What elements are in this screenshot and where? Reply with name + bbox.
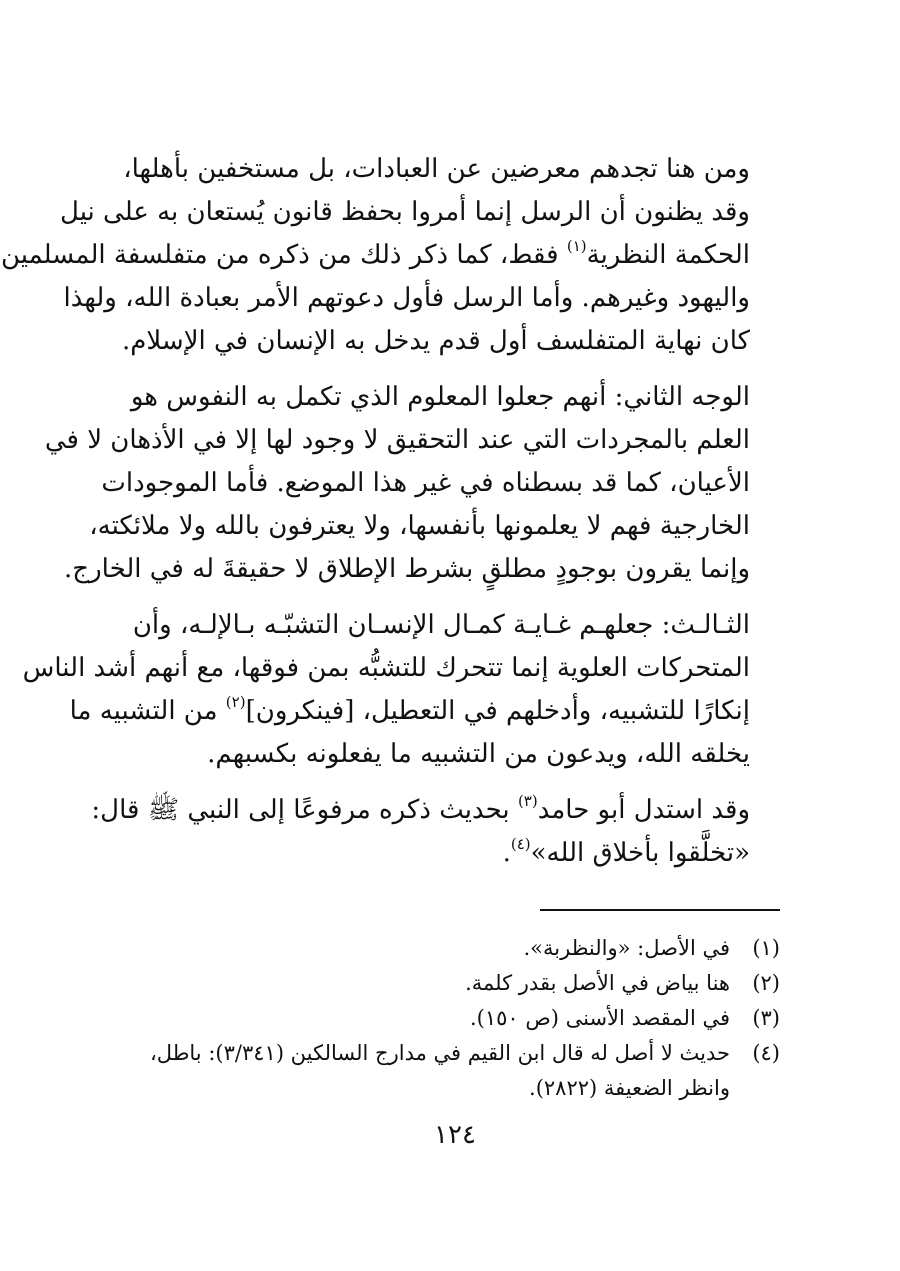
text-line: حديث لا أصل له قال ابن القيم في مدارج السالكين (٣/٣٤١): باطل، <box>150 1041 730 1065</box>
main-text <box>0 148 780 875</box>
footnote-number: (٤) <box>752 1041 780 1065</box>
text-fragment: إنكارًا للتشبيه، وأدخلهم في التعطيل، [فينكرون] <box>245 696 750 726</box>
paragraph-4 <box>91 789 780 875</box>
text-line <box>69 690 780 733</box>
text-fragment: بحديث ذكره مرفوعًا إلى النبي ﷺ قال: <box>91 795 518 825</box>
text-line <box>91 789 780 832</box>
paragraph-2 <box>44 376 780 591</box>
footnote-text: في المقصد الأسنى (ص ١٥٠). <box>469 1006 730 1030</box>
footnote-ref-3[interactable]: (٣) <box>517 792 538 810</box>
text-line: الوجه الثاني: أنهم جعلوا المعلوم الذي تكمل به النفوس هو <box>130 382 750 412</box>
text-line <box>0 234 780 277</box>
text-fragment: فقط، كما ذكر ذلك من ذكره من متفلسفة المسلمين <box>0 240 567 270</box>
text-line: ومن هنا تجدهم معرضين عن العبادات، بل مستخفين بأهلها، <box>123 154 750 184</box>
footnote-number: (١) <box>752 936 780 960</box>
text-fragment: الحكمة النظرية <box>586 240 750 270</box>
footnote-item <box>130 1001 780 1036</box>
text-fragment: من التشبيه ما <box>69 696 226 726</box>
paragraph-1 <box>0 148 780 363</box>
text-line: الثـالـث: جعلهـم غـايـة كمـال الإنسـان التشبّـه بـالإلـه، وأن <box>132 610 750 640</box>
text-line: كان نهاية المتفلسف أول قدم يدخل به الإنسان في الإسلام. <box>122 326 750 356</box>
text-line: المتحركات العلوية إنما تتحرك للتشبُّه بمن فوقها، مع أنهم أشد الناس <box>22 653 750 683</box>
footnote-number: (٢) <box>752 971 780 995</box>
text-line <box>130 832 780 875</box>
text-line: وانظر الضعيفة (٢٨٢٢). <box>529 1076 730 1100</box>
footnote-text: هنا بياض في الأصل بقدر كلمة. <box>465 971 730 995</box>
footnote-item <box>130 1036 780 1106</box>
text-line: يخلقه الله، ويدعون من التشبيه ما يفعلونه بكسبهم. <box>207 739 750 769</box>
paragraph-3 <box>22 604 780 776</box>
text-line: واليهود وغيرهم. وأما الرسل فأول دعوتهم الأمر بعبادة الله، ولهذا <box>63 283 750 313</box>
footnote-item <box>130 966 780 1001</box>
text-line: الأعيان، كما قد بسطناه في غير هذا الموضع. فأما الموجودات <box>101 468 750 498</box>
text-line: العلم بالمجردات التي عند التحقيق لا وجود لها إلا في الأذهان لا في <box>44 425 750 455</box>
text-line: وقد يظنون أن الرسل إنما أمروا بحفظ قانون يُستعان به على نيل <box>60 197 750 227</box>
footnote-text: في الأصل: «والنظربة». <box>523 936 730 960</box>
footnote-text <box>130 1036 730 1106</box>
text-fragment: وقد استدل أبو حامد <box>537 795 750 825</box>
footnotes <box>130 931 780 1106</box>
footnote-divider <box>540 909 780 911</box>
page-number: ١٢٤ <box>434 1120 476 1150</box>
text-line: الخارجية فهم لا يعلمونها بأنفسها، ولا يعترفون بالله ولا ملائكته، <box>89 511 750 541</box>
footnote-ref-1[interactable]: (١) <box>566 237 587 255</box>
text-line: وإنما يقرون بوجودٍ مطلقٍ بشرط الإطلاق لا حقيقةَ له في الخارج. <box>64 554 750 584</box>
text-fragment: . <box>502 838 511 868</box>
footnote-ref-4[interactable]: (٤) <box>510 835 531 853</box>
text-fragment: «تخلَّقوا بأخلاق الله» <box>530 838 750 868</box>
footnote-number: (٣) <box>752 1006 780 1030</box>
footnote-item <box>130 931 780 966</box>
footnote-ref-2[interactable]: (٢) <box>225 693 246 711</box>
